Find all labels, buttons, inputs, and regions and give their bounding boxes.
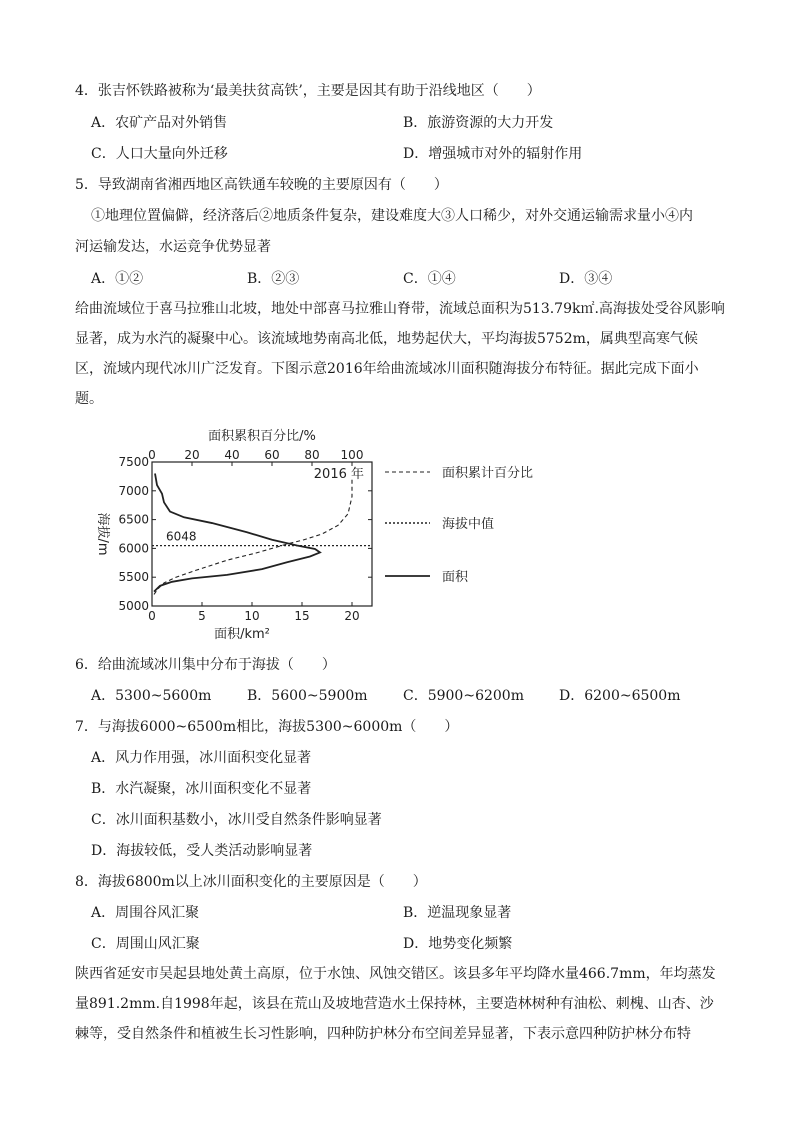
q6-option-a: A．5300~5600m — [91, 688, 212, 704]
q7-option-b: B．水汽凝聚，冰川面积变化不显著 — [91, 781, 312, 797]
x-bottom-tick-label: 15 — [294, 609, 310, 623]
q5-option-a: A．①② — [91, 271, 144, 287]
q5-items-line1: ①地理位置偏僻，经济落后②地质条件复杂，建设难度大③人口稀少，对外交通运输需求量小④内 — [91, 208, 693, 224]
q8-option-d: D．地势变化频繁 — [403, 936, 513, 952]
glacier-area-chart — [75, 420, 715, 650]
q7-option-d: D．海拔较低，受人类活动影响显著 — [91, 843, 313, 859]
x-top-tick-label: 100 — [340, 448, 364, 462]
q8-stem: 8．海拔6800m以上冰川面积变化的主要原因是（ ） — [75, 874, 427, 890]
q8-option-c: C．周围山风汇聚 — [91, 936, 200, 952]
y-tick-label: 7500 — [118, 455, 149, 469]
x-bottom-tick-label: 10 — [244, 609, 260, 623]
chart-title: 2016 年 — [313, 467, 364, 482]
x-top-tick-label: 0 — [148, 448, 156, 462]
q6-option-b: B．5600~5900m — [247, 688, 368, 704]
passage-wuqi: 陕西省延安市吴起县地处黄土高原，位于水蚀、风蚀交错区。该县多年平均降水量466.7mm，年均蒸发量891.2mm.自1998年起，该县在荒山及坡地营造水土保持林，主要造林树种有油松、刺槐、山杏、沙棘等，受自然条件和植被生长习性影响，四种防护林分布空间差异显著，下表示意四种防护林分布特 — [75, 966, 716, 1042]
q4-stem: 4．张吉怀铁路被称为‘最美扶贫高铁’，主要是因其有助于沿线地区（ ） — [75, 83, 541, 99]
y-tick-label: 5000 — [118, 599, 149, 613]
y-tick-label: 5500 — [118, 570, 149, 585]
y-axis-title: 海拔/m — [95, 512, 110, 556]
q4-option-c: C．人口大量向外迁移 — [91, 146, 228, 162]
y-tick-label: 6000 — [118, 541, 149, 556]
q6-option-c: C．5900~6200m — [403, 688, 524, 704]
x-axis-title: 面积/km² — [214, 627, 270, 642]
q7-option-c: C．冰川面积基数小，冰川受自然条件影响显著 — [91, 812, 382, 828]
q4-option-b: B．旅游资源的大力开发 — [403, 115, 554, 131]
legend-label: 面积累计百分比 — [442, 466, 534, 481]
passage-glacier: 给曲流域位于喜马拉雅山北坡，地处中部喜马拉雅山脊带，流域总面积为513.79k㎡.高海拔处受谷风影响显著，成为水汽的凝聚中心。该流域地势南高北低，地势起伏大，平均海拔5752m，属典型高寒气候区，流域内现代冰川广泛发育。下图示意2016年给曲流域冰川面积随海拔分布特征。据此完成下面小题。 — [75, 301, 725, 407]
q6-stem: 6．给曲流域冰川集中分布于海拔（ ） — [75, 657, 336, 673]
x-top-tick-label: 40 — [224, 448, 240, 462]
y-tick-label: 7000 — [118, 483, 149, 498]
top-axis-title: 面积累积百分比/% — [208, 429, 316, 444]
median-label: 6048 — [166, 529, 197, 544]
x-top-tick-label: 60 — [264, 448, 280, 462]
q5-stem: 5．导致湖南省湘西地区高铁通车较晚的主要原因有（ ） — [75, 177, 448, 193]
q6-option-d: D．6200~6500m — [559, 688, 681, 704]
legend-label: 海拔中值 — [442, 517, 495, 532]
q7-option-a: A．风力作用强，冰川面积变化显著 — [91, 750, 312, 766]
x-bottom-tick-label: 5 — [198, 609, 206, 623]
x-top-tick-label: 80 — [304, 448, 320, 462]
q4-option-a: A．农矿产品对外销售 — [91, 115, 228, 131]
y-tick-label: 6500 — [118, 512, 149, 527]
q8-option-a: A．周围谷风汇聚 — [91, 905, 200, 921]
q4-option-d: D．增强城市对外的辐射作用 — [403, 146, 583, 162]
q5-items-line2: 河运输发达，水运竞争优势显著 — [75, 239, 271, 255]
x-bottom-tick-label: 0 — [148, 609, 156, 623]
legend-label: 面积 — [442, 570, 469, 585]
q5-option-b: B．②③ — [247, 271, 300, 287]
q5-option-d: D．③④ — [559, 271, 613, 287]
x-top-tick-label: 20 — [184, 448, 200, 462]
q8-option-b: B．逆温现象显著 — [403, 905, 512, 921]
q5-option-c: C．①④ — [403, 271, 456, 287]
q7-stem: 7．与海拔6000~6500m相比，海拔5300~6000m（ ） — [75, 719, 459, 735]
x-bottom-tick-label: 20 — [344, 609, 360, 623]
